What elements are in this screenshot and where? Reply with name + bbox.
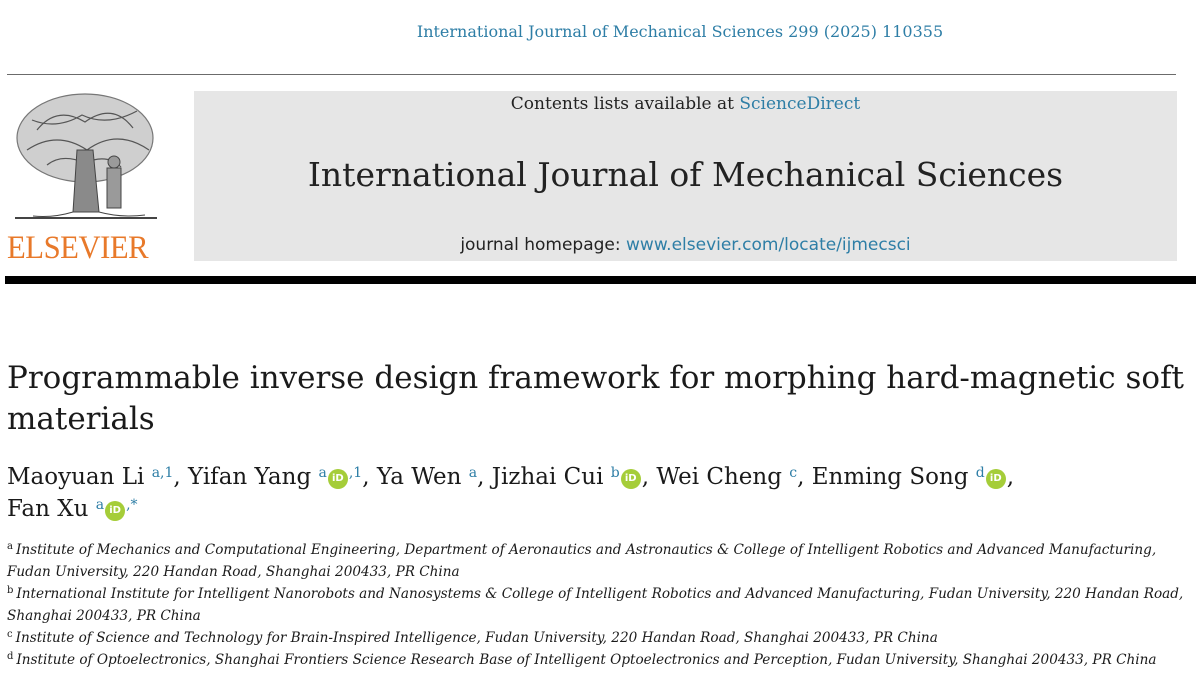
orcid-icon[interactable]: iD (328, 469, 348, 489)
elsevier-wordmark: ELSEVIER (7, 230, 149, 266)
affiliation-text: Institute of Science and Technology for Brain-Inspired Intelligence, Fudan University, 220 Handan Road, Shanghai 200433, PR China (15, 630, 938, 646)
banner-divider (5, 276, 1196, 284)
article-title: Programmable inverse design framework for morphing hard-magnetic soft materials (7, 360, 1185, 437)
affiliation-item (7, 583, 1187, 627)
author-affil-mark[interactable]: a,1 (151, 465, 174, 481)
author-name[interactable]: Enming Song (811, 464, 969, 490)
sciencedirect-link[interactable]: ScienceDirect (739, 94, 861, 114)
journal-banner (194, 91, 1177, 261)
author-list: Maoyuan Li $^{a,1}$, Yifan Yang $^a$ iD $^{,1}$, Ya Wen $^a$, Jizhai Cui $^b$ iD , Wei Cheng $^c$, Enming Song $^d$ iD , Fan Xu $^a$ iD ,* (7, 464, 1015, 522)
corresponding-author-mark[interactable]: ,* (126, 497, 138, 513)
affiliation-mark: d (7, 651, 14, 662)
homepage-prefix: journal homepage: (460, 235, 627, 255)
affiliation-text: Institute of Optoelectronics, Shanghai Frontiers Science Research Base of Intelligent Optoelectronics and Perception, Fudan University, Shanghai 200433, PR China (16, 652, 1157, 668)
affiliation-item (7, 627, 1187, 649)
author-name[interactable]: Yifan Yang (188, 464, 312, 490)
author-affil-mark[interactable]: b (610, 465, 620, 481)
contents-prefix: Contents lists available at (510, 94, 740, 114)
author-affil-mark[interactable]: a (95, 497, 105, 513)
author-affil-mark[interactable]: d (975, 465, 985, 481)
journal-title: International Journal of Mechanical Sciences (307, 155, 1064, 194)
orcid-icon[interactable]: iD (105, 501, 125, 521)
affiliation-text: International Institute for Intelligent Nanorobots and Nanosystems & College of Intelligent Robotics and Advanced Manufacturing, Fudan University, 220 Handan Road, Shanghai 200433, PR China (7, 586, 1184, 624)
affiliation-text: Institute of Mechanics and Computational Engineering, Department of Aeronautics and Astronautics & College of Intelligent Robotics and Advanced Manufacturing, Fudan University, 220 Handan Road, Shanghai 200433, PR China (7, 542, 1157, 580)
author-name[interactable]: Ya Wen (376, 464, 462, 490)
author-name[interactable]: Wei Cheng (656, 464, 782, 490)
affiliation-mark: b (7, 585, 14, 596)
affiliation-mark: a (7, 541, 13, 552)
journal-citation[interactable]: International Journal of Mechanical Sciences 299 (2025) 110355 (416, 22, 944, 41)
elsevier-tree-icon (7, 90, 162, 230)
homepage-link[interactable]: www.elsevier.com/locate/ijmecsci (626, 235, 911, 255)
author-name[interactable]: Fan Xu (7, 496, 89, 522)
author-note-mark[interactable]: ,1 (348, 465, 363, 481)
affiliation-item (7, 539, 1187, 583)
orcid-icon[interactable]: iD (621, 469, 641, 489)
author-affil-mark[interactable]: c (789, 465, 798, 481)
affiliation-list (7, 539, 1187, 671)
author-affil-mark[interactable]: a (468, 465, 478, 481)
author-name[interactable]: Jizhai Cui (491, 464, 604, 490)
homepage-line (194, 235, 1177, 255)
author-affil-mark[interactable]: a (318, 465, 327, 481)
elsevier-logo[interactable] (7, 90, 162, 266)
affiliation-item (7, 649, 1187, 671)
affiliation-mark: c (7, 629, 13, 640)
header-divider (7, 74, 1176, 75)
author-name[interactable]: Maoyuan Li (7, 464, 145, 490)
contents-line (194, 94, 1177, 114)
orcid-icon[interactable]: iD (986, 469, 1006, 489)
